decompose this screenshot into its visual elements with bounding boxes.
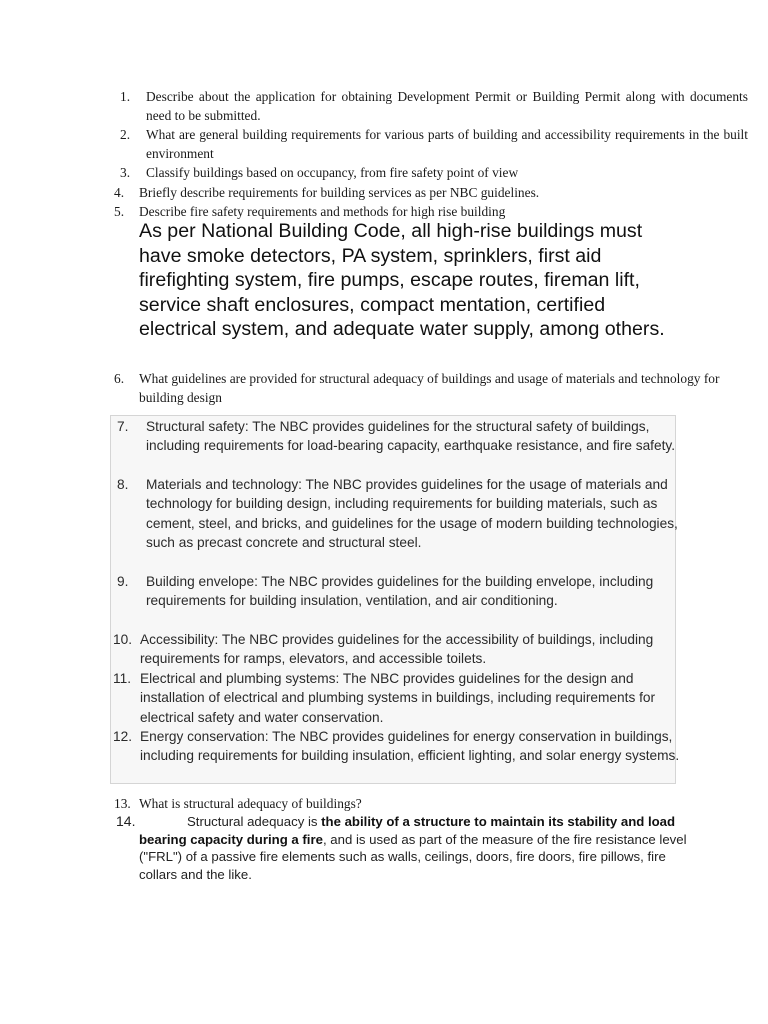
guideline-text: Energy conservation: The NBC provides guidelines for energy conservation in buildings, including requirements for building insulation, efficient lighting, and solar energy systems.	[140, 729, 680, 764]
question-text: What guidelines are provided for structural adequacy of buildings and usage of materials and technology for building design	[139, 371, 720, 405]
question-number: 4.	[114, 185, 125, 200]
guideline-text: Accessibility: The NBC provides guidelines for the accessibility of buildings, including requirements for ramps, elevators, and accessible toilets.	[140, 632, 654, 667]
guideline-number: 10.	[113, 632, 133, 647]
question-number: 5.	[114, 204, 125, 219]
guideline-number: 12.	[113, 729, 133, 744]
guideline-text: Electrical and plumbing systems: The NBC provides guidelines for the design and installation of electrical and plumbing systems in buildings, including requirements for electrical safety and water conservation.	[140, 671, 656, 725]
answer-number: 14.	[116, 813, 136, 829]
question-number: 6.	[114, 371, 125, 386]
question-number: 3.	[120, 165, 131, 180]
guideline-text: Structural safety: The NBC provides guidelines for the structural safety of buildings, including requirements for load-bearing capacity, earthquake resistance, and fire safety.	[146, 419, 676, 454]
question-text: What are general building requirements for various parts of building and accessibility requirements in the built environment	[146, 127, 748, 161]
question-text: Classify buildings based on occupancy, from fire safety point of view	[146, 165, 519, 180]
question-number: 2.	[120, 127, 131, 142]
question-text: What is structural adequacy of buildings?	[139, 796, 362, 811]
guideline-text: Building envelope: The NBC provides guidelines for the building envelope, including requirements for building insulation, ventilation, and air conditioning.	[146, 574, 654, 609]
question-text: Describe about the application for obtaining Development Permit or Building Permit along with documents need to be submitted.	[146, 89, 748, 123]
guideline-number: 9.	[117, 574, 129, 589]
guidelines-box	[110, 415, 680, 784]
question-text: Briefly describe requirements for building services as per NBC guidelines.	[139, 185, 540, 200]
answer-paragraph: As per National Building Code, all high-rise buildings must have smoke detectors, PA system, sprinklers, first aid firefighting system, fire pumps, escape routes, fireman lift, service shaft enclosures, compact mentation, certified electrical system, and adequate water supply, among others.	[139, 220, 665, 341]
answer-bold-definition: the ability of a structure to maintain its stability and load bearing capacity during a fire	[139, 814, 676, 847]
answer-text	[139, 813, 689, 883]
question-number: 13.	[114, 796, 131, 811]
guideline-text: Materials and technology: The NBC provides guidelines for the usage of materials and technology for building design, including requirements for building materials, such as cement, steel, and bricks, and guidelines for the usage of modern building technologies, such as precast concrete and structural steel.	[146, 477, 678, 551]
answer-rest: , and is used as part of the measure of the fire resistance level ("FRL") of a passive fire elements such as walls, ceilings, doors, fire doors, fire pillows, fire collars and the like.	[139, 831, 687, 882]
question-text: Describe fire safety requirements and methods for high rise building	[139, 204, 506, 219]
guideline-number: 7.	[117, 419, 129, 434]
question-number: 1.	[120, 89, 131, 104]
answer-lead: Structural adequacy is	[187, 814, 322, 829]
guideline-number: 8.	[117, 477, 129, 492]
guideline-number: 11.	[113, 671, 132, 686]
